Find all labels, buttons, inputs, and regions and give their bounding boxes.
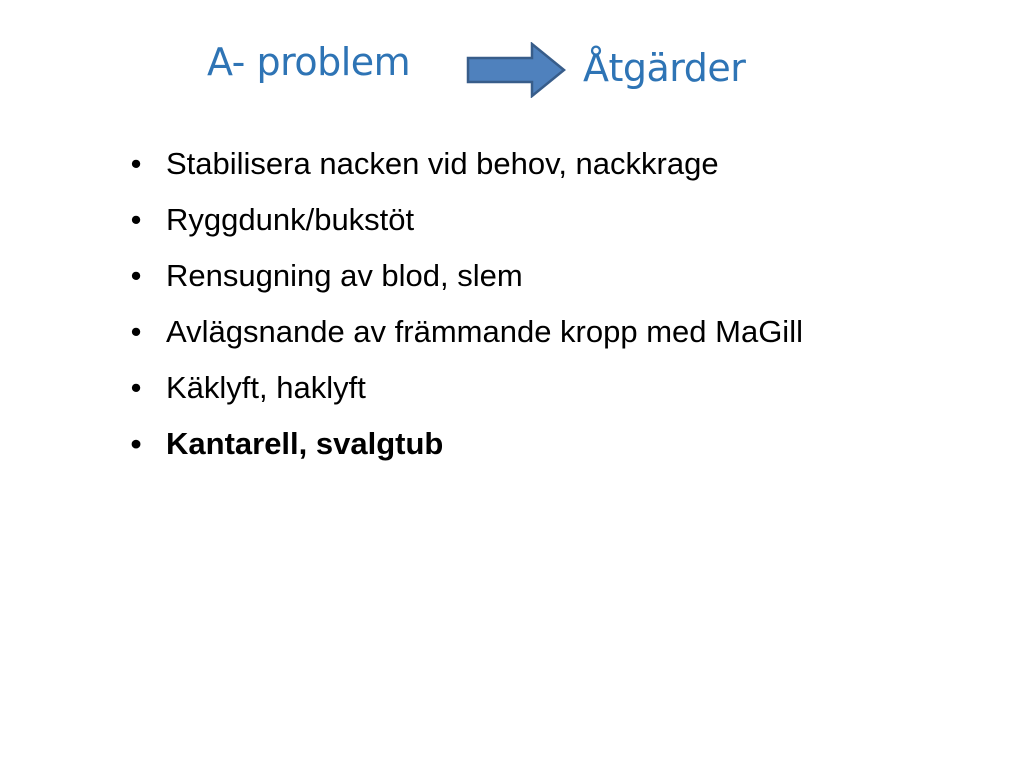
bullet-text: Stabilisera nacken vid behov, nackkrage <box>166 146 719 181</box>
right-arrow-icon <box>466 42 566 98</box>
bullet-dot: • <box>130 258 142 293</box>
bullet-text: Avlägsnande av främmande kropp med MaGill <box>166 314 803 349</box>
bullet-dot: • <box>130 314 142 349</box>
bullet-dot: • <box>130 202 142 237</box>
bullet-item <box>126 425 906 463</box>
bullet-text: Rensugning av blod, slem <box>166 258 523 293</box>
bullet-item <box>126 257 906 295</box>
bullet-item <box>126 369 906 407</box>
bullet-dot: • <box>130 146 142 181</box>
bullet-list <box>126 145 906 481</box>
title-actions: Åtgärder <box>583 46 746 90</box>
bullet-text: Ryggdunk/bukstöt <box>166 202 415 237</box>
bullet-dot: • <box>130 370 142 405</box>
title-problem: A- problem <box>207 40 411 84</box>
bullet-text: Käklyft, haklyft <box>166 370 366 405</box>
bullet-item <box>126 313 906 351</box>
bullet-text: Kantarell, svalgtub <box>166 426 444 461</box>
bullet-item <box>126 201 906 239</box>
bullet-item <box>126 145 906 183</box>
bullet-dot: • <box>130 426 142 461</box>
